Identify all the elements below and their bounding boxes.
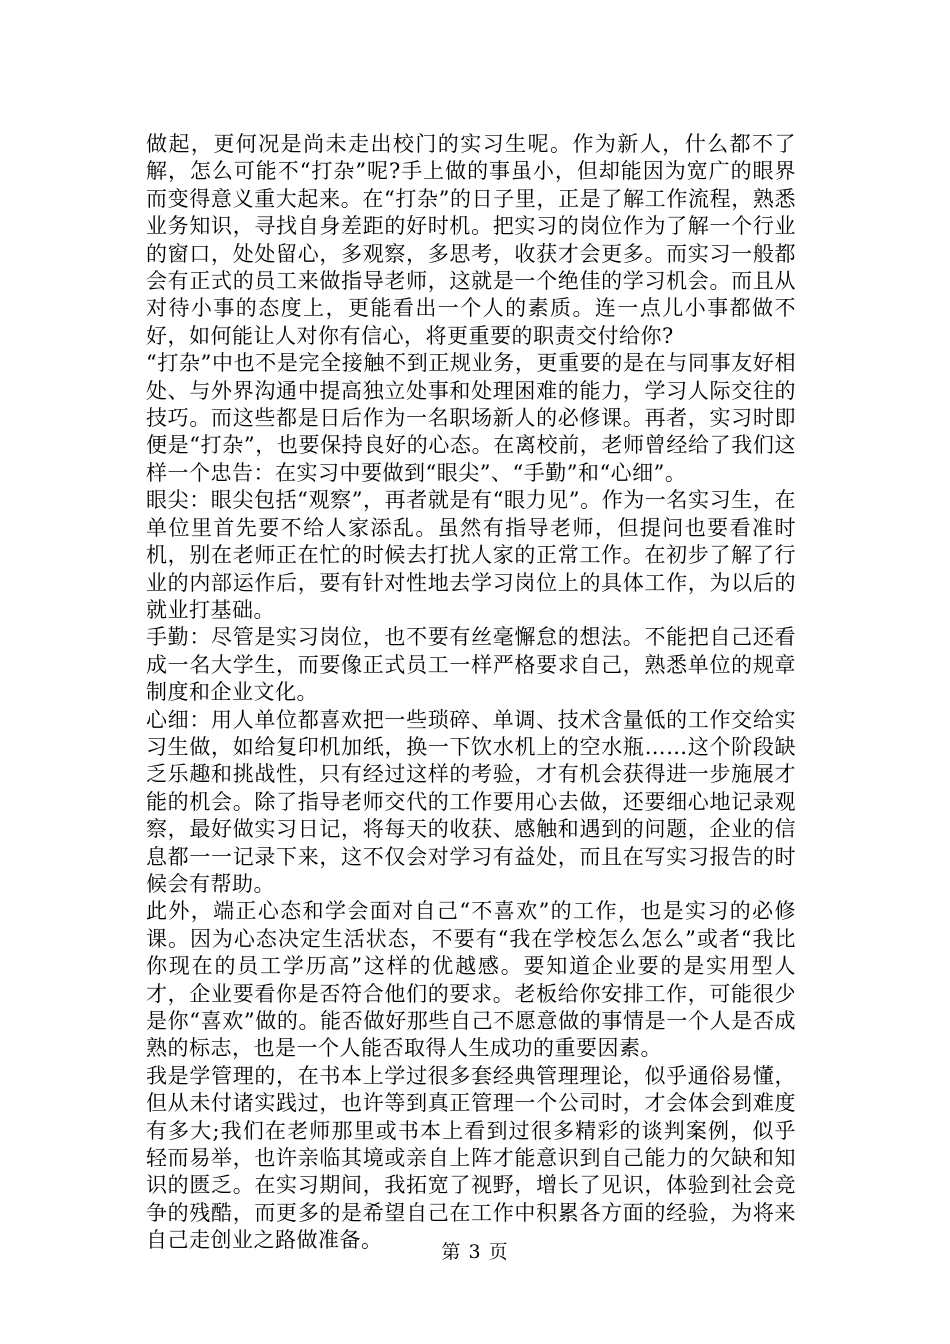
paragraph: 眼尖：眼尖包括“观察”，再者就是有“眼力见”。作为一名实习生，在单位里首先要不给人家添乱。虽然有指导老师，但提问也要看准时机，别在老师正在忙的时候去打扰人家的正常工作。在初步了解了行业的内部运作后，要有针对性地去学习岗位上的具体工作，为以后的就业打基础。 [146, 488, 796, 622]
paragraph: 我是学管理的，在书本上学过很多套经典管理理论，似乎通俗易懂，但从未付诸实践过，也许等到真正管理一个公司时，才会体会到难度有多大;我们在老师那里或书本上看到过很多精彩的谈判案例，似乎轻而易举，也许亲临其境或亲自上阵才能意识到自己能力的欠缺和知识的匮乏。在实习期间，我拓宽了视野，增长了见识，体验到社会竞争的残酷，而更多的是希望自己在工作中积累各方面的经验，为将来自己走创业之路做准备。 [146, 1063, 796, 1253]
body-text [146, 131, 796, 1255]
paragraph: 心细：用人单位都喜欢把一些琐碎、单调、技术含量低的工作交给实习生做，如给复印机加纸，换一下饮水机上的空水瓶……这个阶段缺乏乐趣和挑战性，只有经过这样的考验，才有机会获得进一步施展才能的机会。除了指导老师交代的工作要用心去做，还要细心地记录观察，最好做实习日记，将每天的收获、感触和遇到的问题，企业的信息都一一记录下来，这不仅会对学习有益处，而且在写实习报告的时候会有帮助。 [146, 707, 796, 896]
page-number-footer: 第 3 页 [441, 1241, 509, 1263]
paragraph: 手勤：尽管是实习岗位，也不要有丝毫懈怠的想法。不能把自己还看成一名大学生，而要像正式员工一样严格要求自己，熟悉单位的规章制度和企业文化。 [146, 625, 796, 705]
paragraph: 此外，端正心态和学会面对自己“不喜欢”的工作，也是实习的必修课。因为心态决定生活状态，不要有“我在学校怎么怎么”或者“我比你现在的员工学历高”这样的优越感。要知道企业要的是实用型人才，企业要看你是否符合他们的要求。老板给你安排工作，可能很少是你“喜欢”做的。能否做好那些自己不愿意做的事情是一个人是否成熟的标志，也是一个人能否取得人生成功的重要因素。 [146, 899, 796, 1061]
paragraph: “打杂”中也不是完全接触不到正规业务，更重要的是在与同事友好相处、与外界沟通中提高独立处事和处理困难的能力，学习人际交往的技巧。而这些都是日后作为一名职场新人的必修课。再者，实习时即便是“打杂”，也要保持良好的心态。在离校前，老师曾经给了我们这样一个忠告：在实习中要做到“眼尖”、“手勤”和“心细”。 [146, 351, 796, 485]
paragraph: 做起，更何况是尚未走出校门的实习生呢。作为新人，什么都不了解，怎么可能不“打杂”呢?手上做的事虽小，但却能因为宽广的眼界而变得意义重大起来。在“打杂”的日子里，正是了解工作流程，熟悉业务知识，寻找自身差距的好时机。把实习的岗位作为了解一个行业的窗口，处处留心，多观察，多思考，收获才会更多。而实习一般都会有正式的员工来做指导老师，这就是一个绝佳的学习机会。而且从对待小事的态度上，更能看出一个人的素质。连一点儿小事都做不好，如何能让人对你有信心，将更重要的职责交付给你? [146, 132, 796, 348]
